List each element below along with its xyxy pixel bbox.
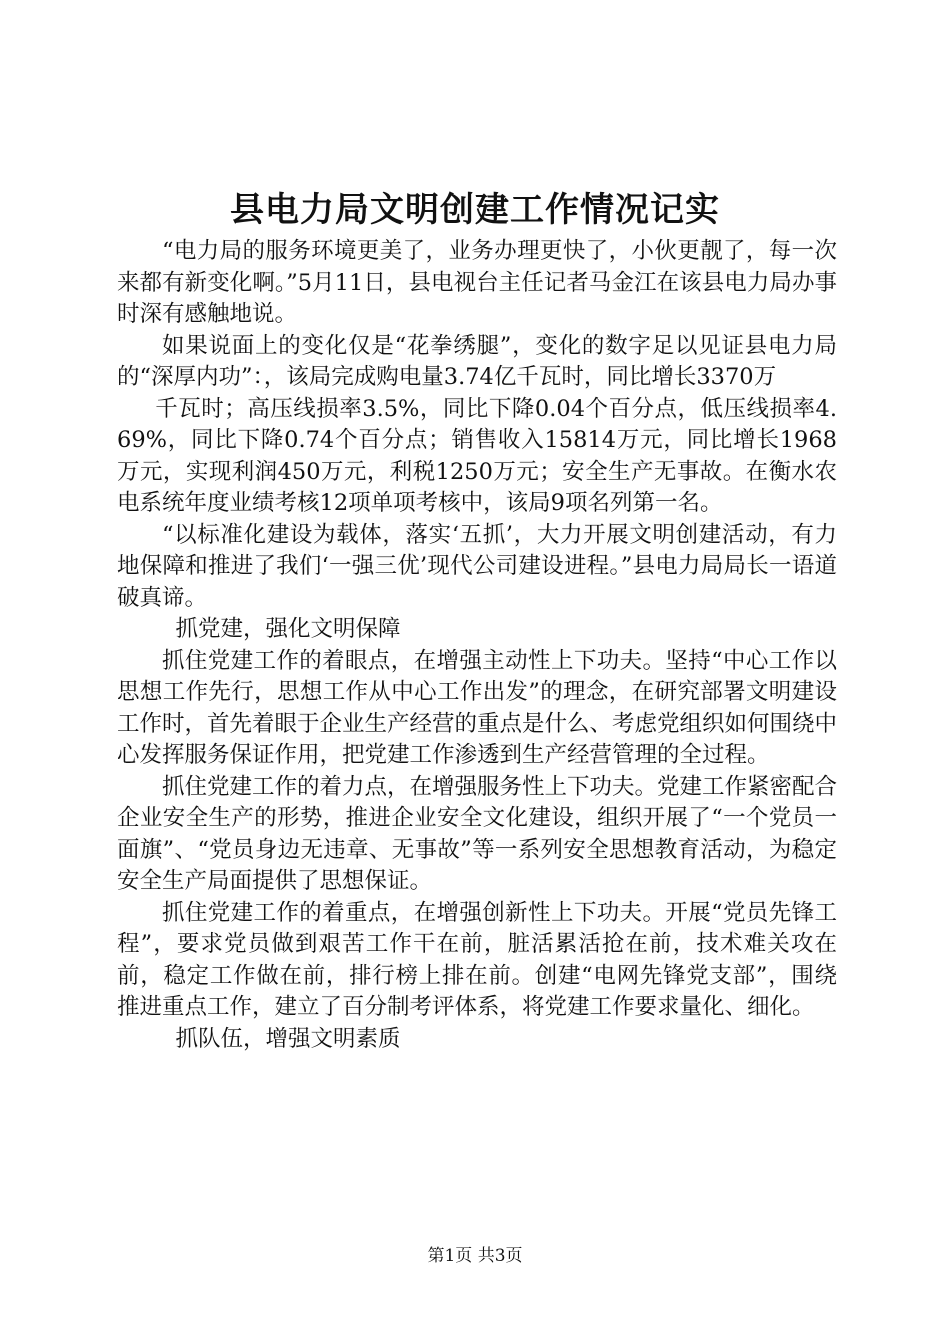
paragraph-party-focus: 抓住党建工作的着眼点，在增强主动性上下功夫。坚持“中心工作以思想工作先行，思想工作从中心工作出发”的理念，在研究部署文明建设工作时，首先着眼于企业生产经营的重点是什么、考虑党组织如何围绕中心发挥服务保证作用，把党建工作渗透到生产经营管理的全过程。 <box>117 647 838 768</box>
paragraph-intro-quote: “电力局的服务环境更美了，业务办理更快了，小伙更靓了，每一次来都有新变化啊。”5月11日，县电视台主任记者马金江在该县电力局办事时深有感触地说。 <box>117 238 837 327</box>
paragraph-director-quote: “以标准化建设为载体，落实‘五抓’，大力开展文明创建活动，有力地保障和推进了我们‘一强三优’现代公司建设进程。”县电力局局长一语道破真谛。 <box>117 521 837 611</box>
paragraph-statistics: 千瓦时；高压线损率3.5%，同比下降0.04个百分点，低压线损率4.69%，同比下降0.74个百分点；销售收入15814万元，同比增长1968万元，实现利润450万元，利税1250万元；安全生产无事故。在衡水农电系统年度业绩考核12项单项考核中，该局9项名列第一名。 <box>117 395 837 516</box>
document-title: 县电力局文明创建工作情况记实 <box>230 190 720 230</box>
paragraph-party-innovation: 抓住党建工作的着重点，在增强创新性上下功夫。开展“党员先锋工程”，要求党员做到艰苦工作干在前，脏活累活抢在前，技术难关攻在前，稳定工作做在前，排行榜上排在前。创建“电网先锋党支部”，围绕推进重点工作，建立了百分制考评体系，将党建工作要求量化、细化。 <box>117 899 837 1020</box>
page-footer: 第1页 共3页 <box>427 1246 523 1266</box>
document-body <box>117 236 837 1055</box>
paragraph-party-service: 抓住党建工作的着力点，在增强服务性上下功夫。党建工作紧密配合企业安全生产的形势，推进企业安全文化建设，组织开展了“一个党员一面旗”、“党员身边无违章、无事故”等一系列安全思想教育活动，为稳定安全生产局面提供了思想保证。 <box>117 773 838 894</box>
section-heading-team: 抓队伍，增强文明素质 <box>175 1025 401 1052</box>
section-heading-party-building: 抓党建，强化文明保障 <box>175 616 401 642</box>
paragraph-achievements: 如果说面上的变化仅是“花拳绣腿”，变化的数字足以见证县电力局的“深厚内功”：，该局完成购电量3.74亿千瓦时，同比增长3370万 <box>117 332 837 390</box>
